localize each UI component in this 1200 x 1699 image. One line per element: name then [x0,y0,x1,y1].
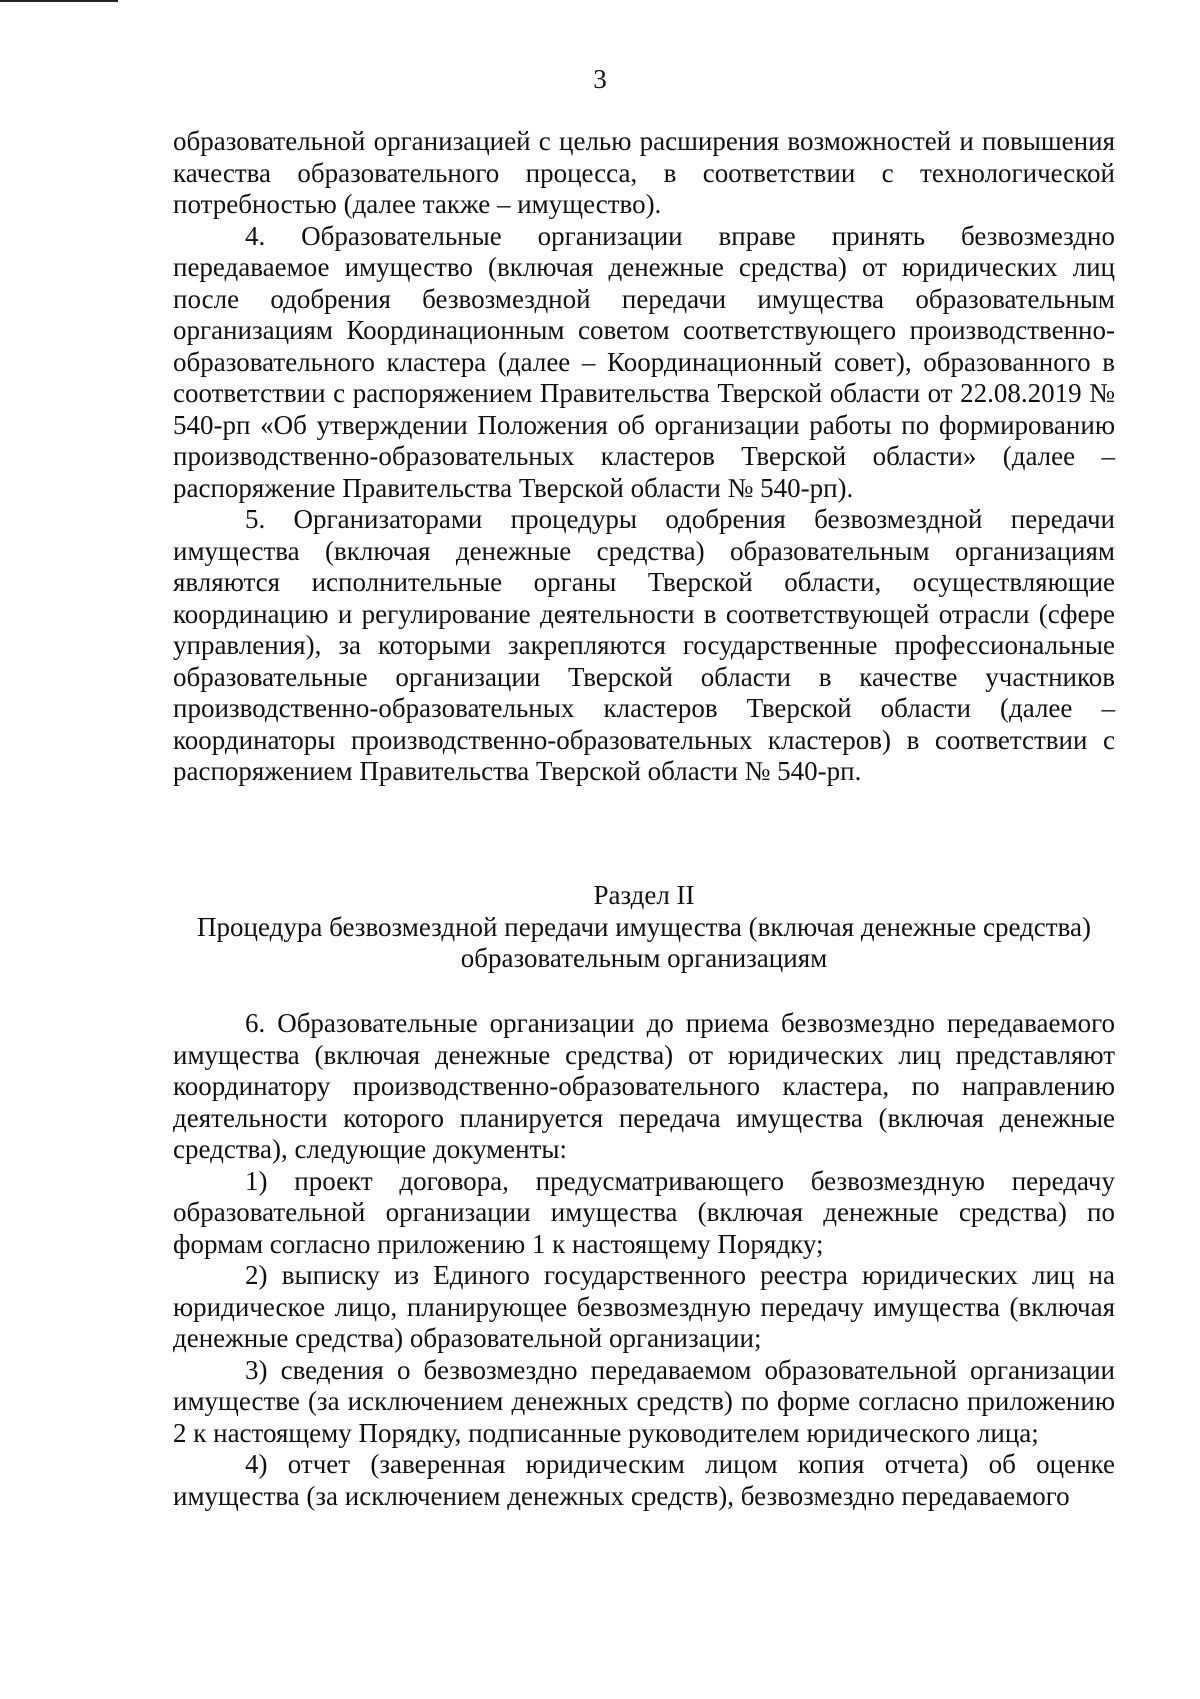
list-item-1: 1) проект договора, предусматривающего безвозмездную передачу образовательной организации имущества (включая денежные средства) по формам согласно приложению 1 к настоящему Порядку; [173,1165,1115,1259]
paragraph-item-5: 5. Организаторами процедуры одобрения безвозмездной передачи имущества (включая денежные средства) образовательным организациям являются исполнительные органы Тверской области, осуществляющие координацию и регулирование деятельности в соответствующей отрасли (сфере управления), за которыми закрепляются государственные профессиональные образовательные организации Тверской области в качестве участников производственно-образовательных кластеров Тверской области (далее – координаторы производственно-образовательных кластеров) в соответствии с распоряжением Правительства Тверской области № 540-рп. [173,504,1115,786]
list-item-4: 4) отчет (заверенная юридическим лицом копия отчета) об оценке имущества (за исключением денежных средств), безвозмездно передаваемого [173,1449,1115,1511]
paragraph-continuation: образовательной организацией с целью расширения возможностей и повышения качества образовательного процесса, в соответствии с технологической потребностью (далее также – имущество). [173,126,1115,219]
list-item-2: 2) выписку из Единого государственного реестра юридических лиц на юридическое лицо, планирующее безвозмездную передачу имущества (включая денежные средства) образовательной организации; [173,1260,1115,1353]
list-item-3: 3) сведения о безвозмездно передаваемом образовательной организации имуществе (за исключением денежных средств) по форме согласно приложению 2 к настоящему Порядку, подписанные руководителем юридического лица; [173,1354,1115,1448]
section-label: Раздел II [593,880,695,910]
body-bottom [173,1008,1115,1512]
section-title: Процедура безвозмездной передачи имущества (включая денежные средства) образовательным организациям [197,911,1091,973]
paragraph-item-4: 4. Образовательные организации вправе принять безвозмездно передаваемое имущество (включая денежные средства) от юридических лиц после одобрения безвозмездной передачи имущества образовательным организациям Координационным советом соответствующего производственно-образовательного кластера (далее – Координационный совет), образованного в соответствии с распоряжением Правительства Тверской области от 22.08.2019 № 540-рп «Об утверждении Положения об организации работы по формированию производственно-образовательных кластеров Тверской области» (далее – распоряжение Правительства Тверской области № 540-рп). [173,220,1115,503]
top-edge-rule [0,0,118,2]
page-number: 3 [593,64,607,94]
paragraph-item-6: 6. Образовательные организации до приема безвозмездно передаваемого имущества (включая денежные средства) от юридических лиц представляют координатору производственно-образовательного кластера, по направлению деятельности которого планируется передача имущества (включая денежные средства), следующие документы: [173,1008,1115,1164]
section-heading [173,880,1115,975]
body-top [173,126,1115,788]
